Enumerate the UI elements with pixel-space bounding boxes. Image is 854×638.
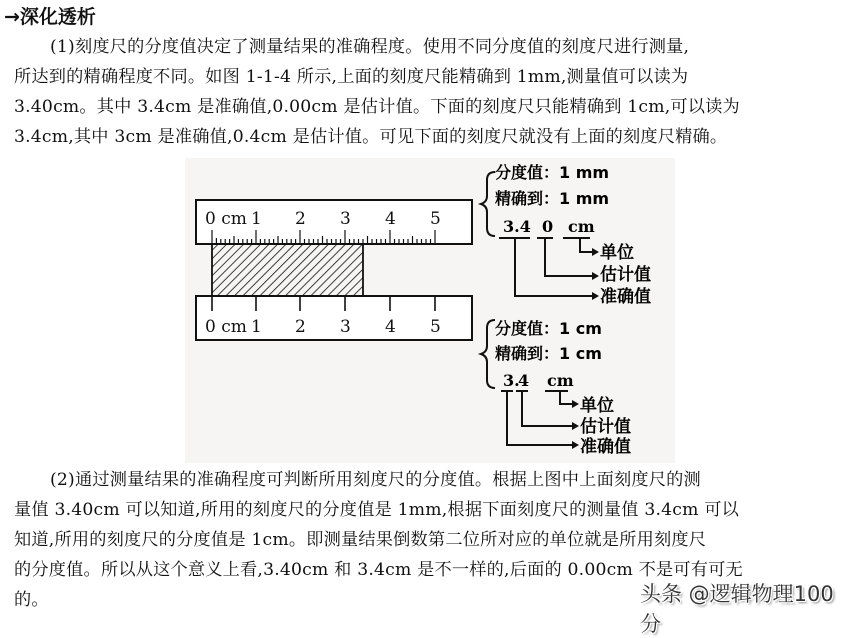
paragraph-1-line: (1)刻度尺的分度值决定了测量结果的准确程度。使用不同分度值的刻度尺进行测量, xyxy=(50,37,690,57)
bottom-reading-accurate: 3. xyxy=(503,371,520,390)
bottom-precision: 精确到：1 cm xyxy=(495,344,602,363)
paragraph-1-line: 所达到的精确程度不同。如图 1-1-4 所示,上面的刻度尺能精确到 1mm,测量值可以读为 xyxy=(14,67,689,87)
paragraph-2-line: (2)通过测量结果的准确程度可判断所用刻度尺的分度值。根据上图中上面刻度尺的测 xyxy=(50,470,701,490)
top-ruler xyxy=(196,200,472,244)
paragraph-1 xyxy=(14,32,844,152)
watermark: 头条 @逻辑物理100分 xyxy=(640,582,834,636)
paragraph-2-line: 量值 3.40cm 可以知道,所用的刻度尺的分度值是 1mm,根据下面刻度尺的测量值 3.4cm 可以 xyxy=(14,500,740,520)
top-label-unit: 单位 xyxy=(600,243,634,263)
top-precision: 精确到：1 mm xyxy=(495,189,610,208)
paragraph-2-line: 知道,所用的刻度尺的分度值是 1cm。即测量结果倒数第二位所对应的单位就是所用刻度尺 xyxy=(14,530,707,550)
bottom-label-unit: 单位 xyxy=(580,396,614,416)
bottom-ruler xyxy=(196,296,472,340)
bottom-reading-estimate: 4 xyxy=(518,371,530,390)
bottom-ruler-label: 0 cm xyxy=(205,317,247,337)
bottom-reading-unit: cm xyxy=(547,371,574,390)
ruler-figure xyxy=(185,158,675,463)
measured-object xyxy=(212,244,363,296)
bottom-label-estimate: 估计值 xyxy=(580,417,631,437)
ruler-diagram xyxy=(185,158,675,463)
top-ruler-label: 0 cm xyxy=(205,209,247,229)
top-ruler-label: 4 xyxy=(385,209,396,229)
top-reading-estimate: 0 xyxy=(542,217,554,236)
paragraph-2-line: 的。 xyxy=(14,590,49,610)
bottom-ruler-label: 2 xyxy=(295,317,306,337)
paragraph-2-line: 的分度值。所以从这个意义上看,3.40cm 和 3.4cm 是不一样的,后面的 0.00cm 不是可有可无 xyxy=(14,560,743,580)
top-reading-accurate: 3.4 xyxy=(503,217,531,236)
top-ruler-label: 1 xyxy=(251,209,262,229)
paragraph-1-line: 3.40cm。其中 3.4cm 是准确值,0.00cm 是估计值。下面的刻度尺只能精确到 1cm,可以读为 xyxy=(14,97,740,117)
top-ruler-label: 2 xyxy=(295,209,306,229)
bottom-ruler-label: 4 xyxy=(385,317,396,337)
paragraph-1-line: 3.4cm,其中 3cm 是准确值,0.4cm 是估计值。可见下面的刻度尺就没有上面的刻度尺精确。 xyxy=(14,127,728,147)
top-ruler-label: 5 xyxy=(430,209,441,229)
top-division-value: 分度值：1 mm xyxy=(495,163,610,182)
top-label-estimate: 估计值 xyxy=(600,265,651,285)
bottom-ruler-label: 1 xyxy=(251,317,262,337)
bottom-division-value: 分度值：1 cm xyxy=(495,319,602,338)
top-label-accurate: 准确值 xyxy=(600,287,651,307)
top-ruler-label: 3 xyxy=(340,209,351,229)
bottom-ruler-label: 3 xyxy=(340,317,351,337)
bottom-annotation xyxy=(481,319,631,457)
top-reading-unit: cm xyxy=(568,217,595,236)
bottom-ruler-label: 5 xyxy=(430,317,441,337)
section-heading: →深化透析 xyxy=(4,6,96,28)
bottom-label-accurate: 准确值 xyxy=(580,437,631,457)
top-annotation xyxy=(481,163,651,307)
